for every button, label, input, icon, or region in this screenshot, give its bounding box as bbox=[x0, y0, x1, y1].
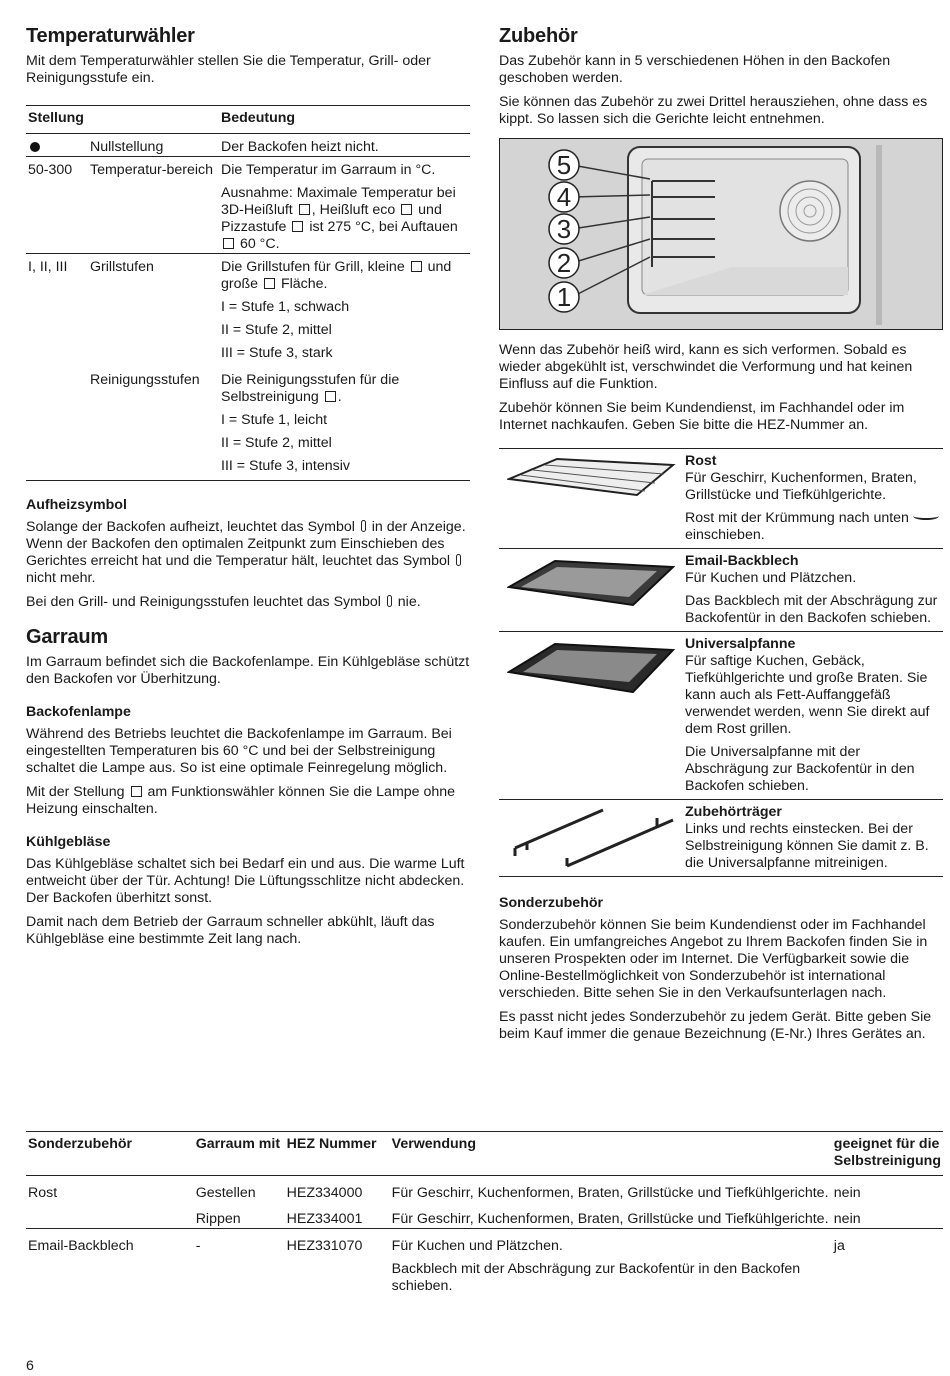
row-code: I, II, III bbox=[26, 254, 88, 363]
text-span: am Funktionswähler können Sie die Lampe ohne Heizung einschalten. bbox=[26, 784, 456, 817]
accessory-universalpfanne bbox=[499, 631, 943, 799]
cell bbox=[390, 1229, 832, 1296]
row-name: Nullstellung bbox=[90, 139, 164, 155]
temp-intro: Mit dem Temperaturwähler stellen Sie die Temperatur, Grill- oder Reinigungsstufe ein. bbox=[26, 53, 431, 86]
cell: ja bbox=[832, 1229, 943, 1296]
table-row bbox=[26, 134, 470, 157]
section-title-temperaturwaehler: Temperaturwähler bbox=[26, 25, 195, 47]
oven-levels-illustration bbox=[499, 138, 943, 330]
text-span: nie. bbox=[393, 594, 421, 610]
heading-aufheizsymbol: Aufheizsymbol bbox=[26, 497, 127, 513]
right-column bbox=[499, 24, 943, 1050]
accessory-note: Die Universalpfanne mit der Abschrägung zur Backofentür in den Backofen schieben. bbox=[685, 744, 915, 794]
row-name: Temperatur-bereich bbox=[88, 157, 219, 254]
cell: HEZ331070 bbox=[285, 1229, 390, 1296]
accessory-name: Universalpfanne bbox=[685, 636, 796, 652]
sonder-para-2: Es passt nicht jedes Sonderzubehör zu jedem Gerät. Bitte geben Sie beim Kauf immer die genaue Bezeichnung (E-Nr.) Ihres Gerätes an. bbox=[499, 1009, 932, 1042]
text-span: und Pizzastufe bbox=[221, 202, 442, 235]
table-header-row bbox=[26, 1132, 943, 1176]
level-label: 3 bbox=[556, 214, 572, 244]
page-number: 6 bbox=[26, 1358, 34, 1374]
table-row bbox=[26, 1229, 943, 1296]
meaning-exception bbox=[221, 185, 468, 253]
sonder-para-1: Sonderzubehör können Sie beim Kundendienst oder im Fachhandel kaufen. Ein umfangreiches Angebot zu Ihrem Backofen finden Sie in unseren Prospekten oder im Internet. Die Verfügbarkeit sowie die Online-Bestellmöglichkeit von Sonderzubehör ist international verschieden. Bitte sehen Sie in den Verkaufsunterlagen nach. bbox=[499, 917, 928, 1001]
special-accessories-table bbox=[26, 1131, 943, 1295]
thermometer-icon bbox=[361, 520, 366, 532]
text-span: 60 °C. bbox=[236, 236, 280, 252]
section-title-zubehoer: Zubehör bbox=[499, 25, 578, 47]
text-span: , Heißluft eco bbox=[311, 202, 400, 218]
cell: Rost bbox=[28, 1185, 58, 1201]
stage-line: I = Stufe 1, leicht bbox=[221, 412, 328, 428]
level-label: 1 bbox=[556, 282, 572, 312]
accessory-note: Das Backblech mit der Abschrägung zur Backofentür in den Backofen schieben. bbox=[685, 593, 938, 626]
accessory-text bbox=[685, 800, 943, 876]
cell: Rippen bbox=[195, 1211, 241, 1227]
stage-line: II = Stufe 2, mittel bbox=[221, 435, 332, 451]
cell-line: Für Kuchen und Plätzchen. bbox=[391, 1238, 563, 1254]
zubehoer-para-3: Wenn das Zubehör heiß wird, kann es sich verformen. Sobald es wieder abgekühlt ist, verschwindet die Verformung und hat keinen Einfluss auf die Funktion. bbox=[499, 342, 913, 392]
zubehoer-para-2: Sie können das Zubehör zu zwei Drittel herausziehen, ohne dass es kippt. So lassen sich die Gerichte leicht entnehmen. bbox=[499, 94, 928, 127]
cell bbox=[26, 1202, 194, 1229]
aufheiz-para-1 bbox=[26, 519, 470, 587]
meaning-line bbox=[221, 259, 468, 293]
cell: - bbox=[194, 1229, 285, 1296]
heading-sonderzubehoer: Sonderzubehör bbox=[499, 895, 604, 911]
zubehoer-para-1: Das Zubehör kann in 5 verschiedenen Höhen in den Backofen geschoben werden. bbox=[499, 53, 891, 86]
col-stellung: Stellung bbox=[26, 106, 219, 134]
stage-line: II = Stufe 2, mittel bbox=[221, 322, 332, 338]
garraum-intro: Im Garraum befindet sich die Backofenlampe. Ein Kühlgebläse schützt den Backofen vor Überhitzung. bbox=[26, 654, 470, 687]
curve-down-icon bbox=[913, 512, 939, 520]
table-row bbox=[26, 1176, 943, 1203]
accessory-name: Email-Backblech bbox=[685, 553, 799, 569]
col-selbstreinigung: geeignet für die Selbstreinigung bbox=[832, 1132, 943, 1176]
row-meaning bbox=[219, 362, 470, 481]
lampe-para-2 bbox=[26, 784, 470, 818]
grill-small-icon bbox=[411, 261, 422, 272]
stage-line: III = Stufe 3, stark bbox=[221, 345, 333, 361]
table-row bbox=[26, 1202, 943, 1229]
accessory-desc: Für Kuchen und Plätzchen. bbox=[685, 570, 857, 586]
text-span: ist 275 °C, bei Auftauen bbox=[305, 219, 458, 235]
hot-air-eco-icon bbox=[401, 204, 412, 215]
text-span: . bbox=[337, 389, 342, 405]
text-span: und große bbox=[221, 259, 452, 292]
cell-line: Backblech mit der Abschrägung zur Backofentür in den Backofen schieben. bbox=[391, 1261, 801, 1294]
kuehl-para-2: Damit nach dem Betrieb der Garraum schneller abkühlt, läuft das Kühlgebläse eine bestimmte Zeit lang nach. bbox=[26, 914, 435, 947]
stage-line: I = Stufe 1, schwach bbox=[221, 299, 350, 315]
oven-svg bbox=[500, 139, 942, 329]
row-code bbox=[26, 362, 88, 481]
text-span: Solange der Backofen aufheizt, leuchtet das Symbol bbox=[26, 519, 359, 535]
text-span: in der Anzeige. Wenn der Backofen den optimalen Zeitpunkt zum Einschieben des Gerichtes erreicht hat und die Temperatur hält, leuchtet das Symbol bbox=[26, 519, 466, 569]
accessory-text bbox=[685, 549, 943, 631]
row-meaning: Der Backofen heizt nicht. bbox=[221, 139, 379, 155]
level-label: 4 bbox=[556, 182, 572, 212]
accessory-text bbox=[685, 632, 943, 799]
text-span: einschieben. bbox=[685, 527, 765, 543]
accessory-rost bbox=[499, 448, 943, 548]
text-span: Die Grillstufen für Grill, kleine bbox=[221, 259, 409, 275]
thermometer-icon bbox=[387, 595, 392, 607]
col-verwendung: Verwendung bbox=[390, 1132, 832, 1176]
lampe-para-1: Während des Betriebs leuchtet die Backofenlampe im Garraum. Bei eingestellten Temperaturen bis 60 °C und bei der Selbstreinigung schaltet die Lampe aus. So ist eine optimale Feinregelung möglich. bbox=[26, 726, 452, 776]
thermometer-icon bbox=[456, 554, 461, 566]
row-meaning bbox=[219, 157, 470, 254]
baking-tray-image bbox=[499, 549, 685, 631]
meaning-line bbox=[221, 372, 468, 406]
col-garraum: Garraum mit bbox=[194, 1132, 285, 1176]
row-name: Grillstufen bbox=[88, 254, 219, 363]
accessory-name: Rost bbox=[685, 453, 717, 469]
rack-image bbox=[499, 449, 685, 548]
heading-kuehlgeblaese: Kühlgebläse bbox=[26, 834, 111, 850]
cell: Email-Backblech bbox=[26, 1229, 194, 1296]
temperature-table bbox=[26, 105, 470, 481]
text-span: Die Reinigungsstufen für die Selbstreinigung bbox=[221, 372, 400, 405]
table-row bbox=[26, 254, 470, 363]
col-bedeutung: Bedeutung bbox=[219, 106, 470, 134]
level-label: 5 bbox=[556, 150, 572, 180]
row-meaning bbox=[219, 254, 470, 363]
col-sonderzubehoer: Sonderzubehör bbox=[26, 1132, 194, 1176]
meaning-line: Die Temperatur im Garraum in °C. bbox=[221, 162, 436, 178]
zero-position-dot-icon bbox=[30, 142, 40, 152]
row-name: Reinigungsstufen bbox=[88, 362, 219, 481]
3d-hot-air-icon bbox=[299, 204, 310, 215]
heading-backofenlampe: Backofenlampe bbox=[26, 704, 131, 720]
accessory-text bbox=[685, 449, 943, 548]
col-hez-nummer: HEZ Nummer bbox=[285, 1132, 390, 1176]
accessory-name: Zubehörträger bbox=[685, 804, 782, 820]
kuehl-para-1: Das Kühlgebläse schaltet sich bei Bedarf ein und aus. Die warme Luft entweicht über der Tür. Achtung! Die Lüftungsschlitze nicht abdecken. Der Backofen überhitzt sonst. bbox=[26, 856, 465, 906]
cell: HEZ334001 bbox=[286, 1211, 363, 1227]
accessory-note bbox=[685, 510, 943, 544]
table-row bbox=[26, 157, 470, 254]
accessory-zubehoertraeger bbox=[499, 799, 943, 877]
accessory-desc: Links und rechts einstecken. Bei der Selbstreinigung können Sie damit z. B. die Universalpfanne mitreinigen. bbox=[685, 821, 929, 871]
cell: Gestellen bbox=[195, 1185, 256, 1201]
cell: Für Geschirr, Kuchenformen, Braten, Grillstücke und Tiefkühlgerichte. bbox=[391, 1185, 829, 1201]
cell: nein bbox=[833, 1185, 861, 1201]
section-title-garraum: Garraum bbox=[26, 626, 108, 648]
cell: nein bbox=[833, 1211, 861, 1227]
lamp-icon bbox=[131, 786, 142, 797]
pizza-setting-icon bbox=[292, 221, 303, 232]
accessory-backblech bbox=[499, 548, 943, 631]
row-code: 50-300 bbox=[26, 157, 88, 254]
text-span: Fläche. bbox=[277, 276, 328, 292]
rack-rail-image bbox=[499, 800, 685, 876]
grill-large-icon bbox=[264, 278, 275, 289]
level-label: 2 bbox=[556, 248, 572, 278]
text-span: Bei den Grill- und Reinigungsstufen leuchtet das Symbol bbox=[26, 594, 385, 610]
universal-pan-image bbox=[499, 632, 685, 799]
text-span: Ausnahme: Maximale Temperatur bei 3D-Heißluft bbox=[221, 185, 456, 218]
table-row bbox=[26, 362, 470, 481]
cell: Für Geschirr, Kuchenformen, Braten, Grillstücke und Tiefkühlgerichte. bbox=[391, 1211, 829, 1227]
zubehoer-para-4: Zubehör können Sie beim Kundendienst, im Fachhandel oder im Internet nachkaufen. Geben Sie bitte die HEZ-Nummer an. bbox=[499, 400, 905, 433]
self-cleaning-icon bbox=[325, 391, 336, 402]
text-span: Mit der Stellung bbox=[26, 784, 129, 800]
text-span: nicht mehr. bbox=[26, 570, 96, 586]
aufheiz-para-2 bbox=[26, 594, 470, 611]
left-column bbox=[26, 24, 470, 955]
cell: HEZ334000 bbox=[286, 1185, 363, 1201]
accessory-desc: Für saftige Kuchen, Gebäck, Tiefkühlgerichte und große Braten. Sie kann auch als Fett-Auffanggefäß verwendet werden, wenn Sie direkt auf dem Rost grillen. bbox=[685, 653, 930, 737]
defrost-icon bbox=[223, 238, 234, 249]
text-span: Rost mit der Krümmung nach unten bbox=[685, 510, 913, 526]
stage-line: III = Stufe 3, intensiv bbox=[221, 458, 350, 474]
accessory-desc: Für Geschirr, Kuchenformen, Braten, Grillstücke und Tiefkühlgerichte. bbox=[685, 470, 917, 503]
